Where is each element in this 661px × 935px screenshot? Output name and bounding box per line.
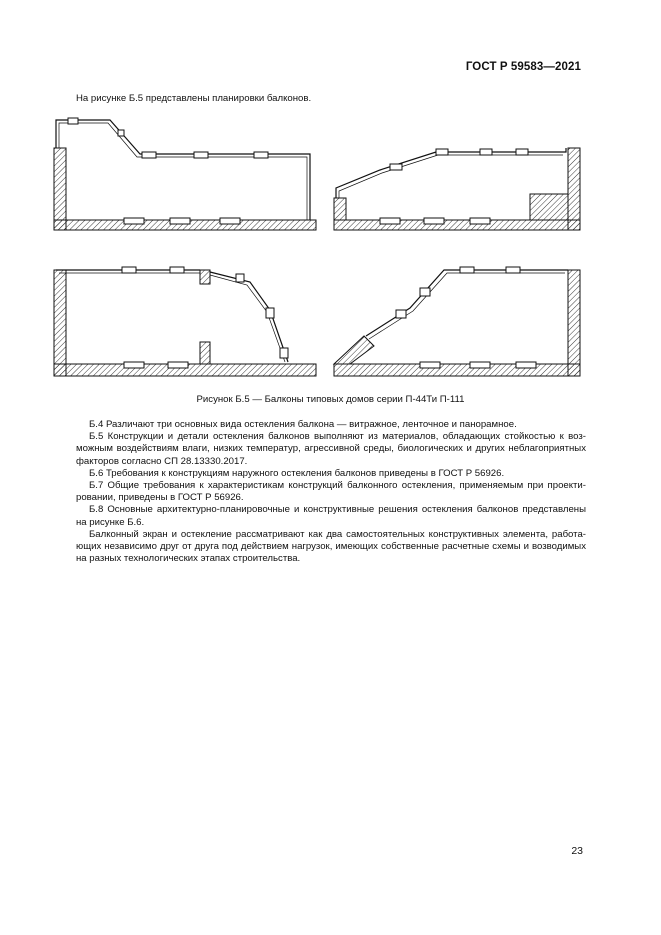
document-code: ГОСТ Р 59583—2021 [465,61,581,73]
paragraph-screen-glazing: Балконный экран и остекление рассматривают как два самостоятельных конструктивных элемента, работа-ющих независимо друг от друга под действием нагрузок, имеющих собственные расчетные схемы и возводимых на разных технологических этапах строительства. [76,528,586,565]
paragraph-b6: Б.6 Требования к конструкциям наружного остекления балконов приведены в ГОСТ Р 56926. [89,467,505,479]
paragraph-b7: Б.7 Общие требования к характеристикам конструкций балконного остекления, применяемым при проекти-ровании, приведены в ГОСТ Р 56926. [76,480,586,504]
body-text [76,419,586,565]
intro-text: На рисунке Б.5 представлены планировки балконов. [76,93,312,104]
balcony-plan-1 [54,118,316,230]
paragraph-b4: Б.4 Различают три основных вида остекления балкона — витражное, ленточное и панорамное. [89,419,517,430]
balcony-plan-3 [54,267,316,376]
page-number: 23 [571,845,583,857]
balcony-plan-4 [334,267,580,376]
balcony-plans-figure [40,112,630,387]
paragraph-b8: Б.8 Основные архитектурно-планировочные и конструктивные решения остекления балконов представлены на рисунке Б.6. [76,504,586,528]
balcony-plan-2 [334,148,580,230]
paragraph-b5: Б.5 Конструкции и детали остекления балконов выполняют из материалов, обладающих стойкостью к воз-можным воздействиям влаги, низких температур, агрессивной среды, биологических и других неблагоприятных факторов согласно СП 28.13330.2017. [76,431,586,467]
figure-caption: Рисунок Б.5 — Балконы типовых домов серии П-44Ти П-111 [196,394,465,405]
